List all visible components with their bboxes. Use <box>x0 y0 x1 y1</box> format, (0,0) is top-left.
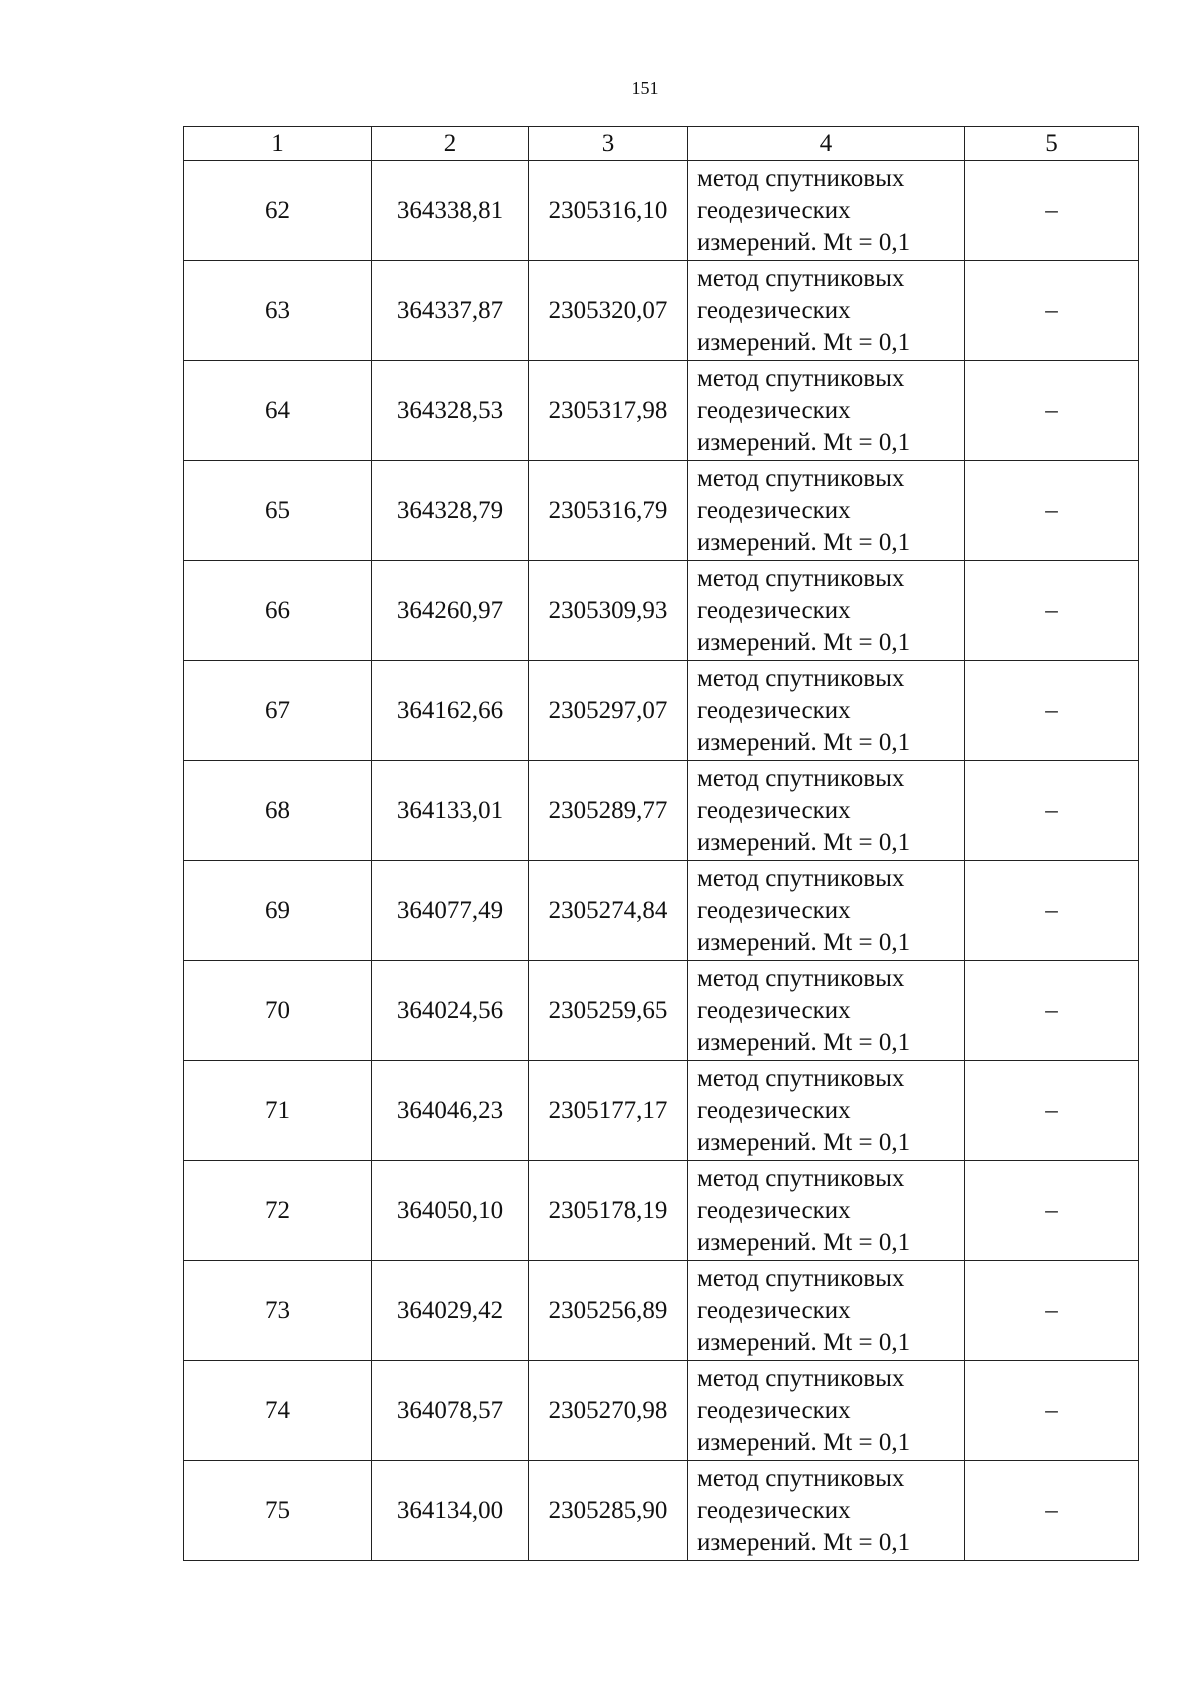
table-row <box>184 361 1139 461</box>
x-coordinate-cell: 364046,23 <box>372 1061 529 1161</box>
header-col-4: 4 <box>688 127 965 161</box>
y-coordinate-cell: 2305316,79 <box>529 461 688 561</box>
y-coordinate-cell: 2305309,93 <box>529 561 688 661</box>
note-cell: – <box>965 1161 1139 1261</box>
x-coordinate-cell: 364162,66 <box>372 661 529 761</box>
method-text-line: метод спутниковых <box>697 1164 905 1192</box>
table-row <box>184 1161 1139 1261</box>
y-coordinate-cell: 2305177,17 <box>529 1061 688 1161</box>
point-number-cell: 75 <box>184 1461 372 1561</box>
method-text-line: измерений. Mt = 0,1 <box>697 628 911 656</box>
note-cell: – <box>965 861 1139 961</box>
method-text-line: геодезических <box>697 896 851 924</box>
point-number-cell: 72 <box>184 1161 372 1261</box>
table-row <box>184 1361 1139 1461</box>
method-text-line: метод спутниковых <box>697 664 905 692</box>
y-coordinate-cell: 2305317,98 <box>529 361 688 461</box>
method-text-line: геодезических <box>697 396 851 424</box>
method-cell <box>688 1461 965 1561</box>
method-cell <box>688 661 965 761</box>
method-cell <box>688 761 965 861</box>
method-cell <box>688 861 965 961</box>
point-number-cell: 74 <box>184 1361 372 1461</box>
note-cell: – <box>965 461 1139 561</box>
method-text-line: геодезических <box>697 1296 851 1324</box>
table-row <box>184 861 1139 961</box>
x-coordinate-cell: 364338,81 <box>372 161 529 261</box>
y-coordinate-cell: 2305316,10 <box>529 161 688 261</box>
note-cell: – <box>965 261 1139 361</box>
table-row <box>184 1261 1139 1361</box>
header-col-3: 3 <box>529 127 688 161</box>
note-cell: – <box>965 1061 1139 1161</box>
note-cell: – <box>965 661 1139 761</box>
method-text-line: измерений. Mt = 0,1 <box>697 1128 911 1156</box>
x-coordinate-cell: 364328,79 <box>372 461 529 561</box>
method-text-line: геодезических <box>697 496 851 524</box>
header-col-2: 2 <box>372 127 529 161</box>
method-text-line: измерений. Mt = 0,1 <box>697 1428 911 1456</box>
note-cell: – <box>965 161 1139 261</box>
note-cell: – <box>965 361 1139 461</box>
method-text-line: измерений. Mt = 0,1 <box>697 428 911 456</box>
table-row <box>184 961 1139 1061</box>
point-number-cell: 67 <box>184 661 372 761</box>
method-cell <box>688 961 965 1061</box>
y-coordinate-cell: 2305256,89 <box>529 1261 688 1361</box>
point-number-cell: 73 <box>184 1261 372 1361</box>
coordinates-table <box>183 126 1139 1561</box>
method-text-line: измерений. Mt = 0,1 <box>697 528 911 556</box>
table-row <box>184 1461 1139 1561</box>
note-cell: – <box>965 1361 1139 1461</box>
method-text-line: метод спутниковых <box>697 164 905 192</box>
method-text-line: измерений. Mt = 0,1 <box>697 1028 911 1056</box>
method-text-line: геодезических <box>697 1196 851 1224</box>
method-text-line: измерений. Mt = 0,1 <box>697 828 911 856</box>
x-coordinate-cell: 364134,00 <box>372 1461 529 1561</box>
x-coordinate-cell: 364133,01 <box>372 761 529 861</box>
method-text-line: измерений. Mt = 0,1 <box>697 1228 911 1256</box>
page-number: 151 <box>631 78 659 98</box>
method-text-line: геодезических <box>697 796 851 824</box>
point-number-cell: 63 <box>184 261 372 361</box>
method-text-line: метод спутниковых <box>697 564 905 592</box>
x-coordinate-cell: 364078,57 <box>372 1361 529 1461</box>
method-cell <box>688 161 965 261</box>
method-text-line: метод спутниковых <box>697 764 905 792</box>
method-text-line: метод спутниковых <box>697 864 905 892</box>
table-row <box>184 161 1139 261</box>
method-text-line: геодезических <box>697 1496 851 1524</box>
y-coordinate-cell: 2305289,77 <box>529 761 688 861</box>
method-text-line: измерений. Mt = 0,1 <box>697 1528 911 1556</box>
table-row <box>184 561 1139 661</box>
table-row <box>184 261 1139 361</box>
x-coordinate-cell: 364337,87 <box>372 261 529 361</box>
y-coordinate-cell: 2305320,07 <box>529 261 688 361</box>
table-body <box>184 161 1139 1561</box>
note-cell: – <box>965 761 1139 861</box>
method-text-line: метод спутниковых <box>697 1064 905 1092</box>
x-coordinate-cell: 364050,10 <box>372 1161 529 1261</box>
method-cell <box>688 1361 965 1461</box>
x-coordinate-cell: 364077,49 <box>372 861 529 961</box>
point-number-cell: 64 <box>184 361 372 461</box>
method-cell <box>688 1061 965 1161</box>
method-text-line: геодезических <box>697 696 851 724</box>
method-cell <box>688 1161 965 1261</box>
table-row <box>184 761 1139 861</box>
x-coordinate-cell: 364024,56 <box>372 961 529 1061</box>
table-row <box>184 461 1139 561</box>
method-text-line: измерений. Mt = 0,1 <box>697 728 911 756</box>
note-cell: – <box>965 1461 1139 1561</box>
method-text-line: метод спутниковых <box>697 1364 905 1392</box>
method-text-line: измерений. Mt = 0,1 <box>697 928 911 956</box>
method-cell <box>688 261 965 361</box>
method-text-line: геодезических <box>697 996 851 1024</box>
table-row <box>184 661 1139 761</box>
y-coordinate-cell: 2305270,98 <box>529 1361 688 1461</box>
point-number-cell: 68 <box>184 761 372 861</box>
point-number-cell: 69 <box>184 861 372 961</box>
method-text-line: геодезических <box>697 1096 851 1124</box>
method-text-line: метод спутниковых <box>697 964 905 992</box>
method-text-line: геодезических <box>697 596 851 624</box>
method-text-line: измерений. Mt = 0,1 <box>697 328 911 356</box>
point-number-cell: 62 <box>184 161 372 261</box>
y-coordinate-cell: 2305259,65 <box>529 961 688 1061</box>
y-coordinate-cell: 2305297,07 <box>529 661 688 761</box>
method-cell <box>688 361 965 461</box>
method-text-line: геодезических <box>697 196 851 224</box>
method-text-line: метод спутниковых <box>697 364 905 392</box>
y-coordinate-cell: 2305178,19 <box>529 1161 688 1261</box>
method-cell <box>688 1261 965 1361</box>
x-coordinate-cell: 364029,42 <box>372 1261 529 1361</box>
point-number-cell: 65 <box>184 461 372 561</box>
method-text-line: геодезических <box>697 1396 851 1424</box>
note-cell: – <box>965 1261 1139 1361</box>
header-col-1: 1 <box>184 127 372 161</box>
x-coordinate-cell: 364260,97 <box>372 561 529 661</box>
method-cell <box>688 561 965 661</box>
method-text-line: метод спутниковых <box>697 1464 905 1492</box>
method-text-line: метод спутниковых <box>697 1264 905 1292</box>
method-cell <box>688 461 965 561</box>
method-text-line: метод спутниковых <box>697 464 905 492</box>
table-header-row <box>184 127 1139 161</box>
point-number-cell: 66 <box>184 561 372 661</box>
y-coordinate-cell: 2305274,84 <box>529 861 688 961</box>
note-cell: – <box>965 561 1139 661</box>
note-cell: – <box>965 961 1139 1061</box>
y-coordinate-cell: 2305285,90 <box>529 1461 688 1561</box>
method-text-line: измерений. Mt = 0,1 <box>697 228 911 256</box>
method-text-line: метод спутниковых <box>697 264 905 292</box>
header-col-5: 5 <box>965 127 1139 161</box>
table-row <box>184 1061 1139 1161</box>
point-number-cell: 71 <box>184 1061 372 1161</box>
point-number-cell: 70 <box>184 961 372 1061</box>
method-text-line: геодезических <box>697 296 851 324</box>
method-text-line: измерений. Mt = 0,1 <box>697 1328 911 1356</box>
x-coordinate-cell: 364328,53 <box>372 361 529 461</box>
